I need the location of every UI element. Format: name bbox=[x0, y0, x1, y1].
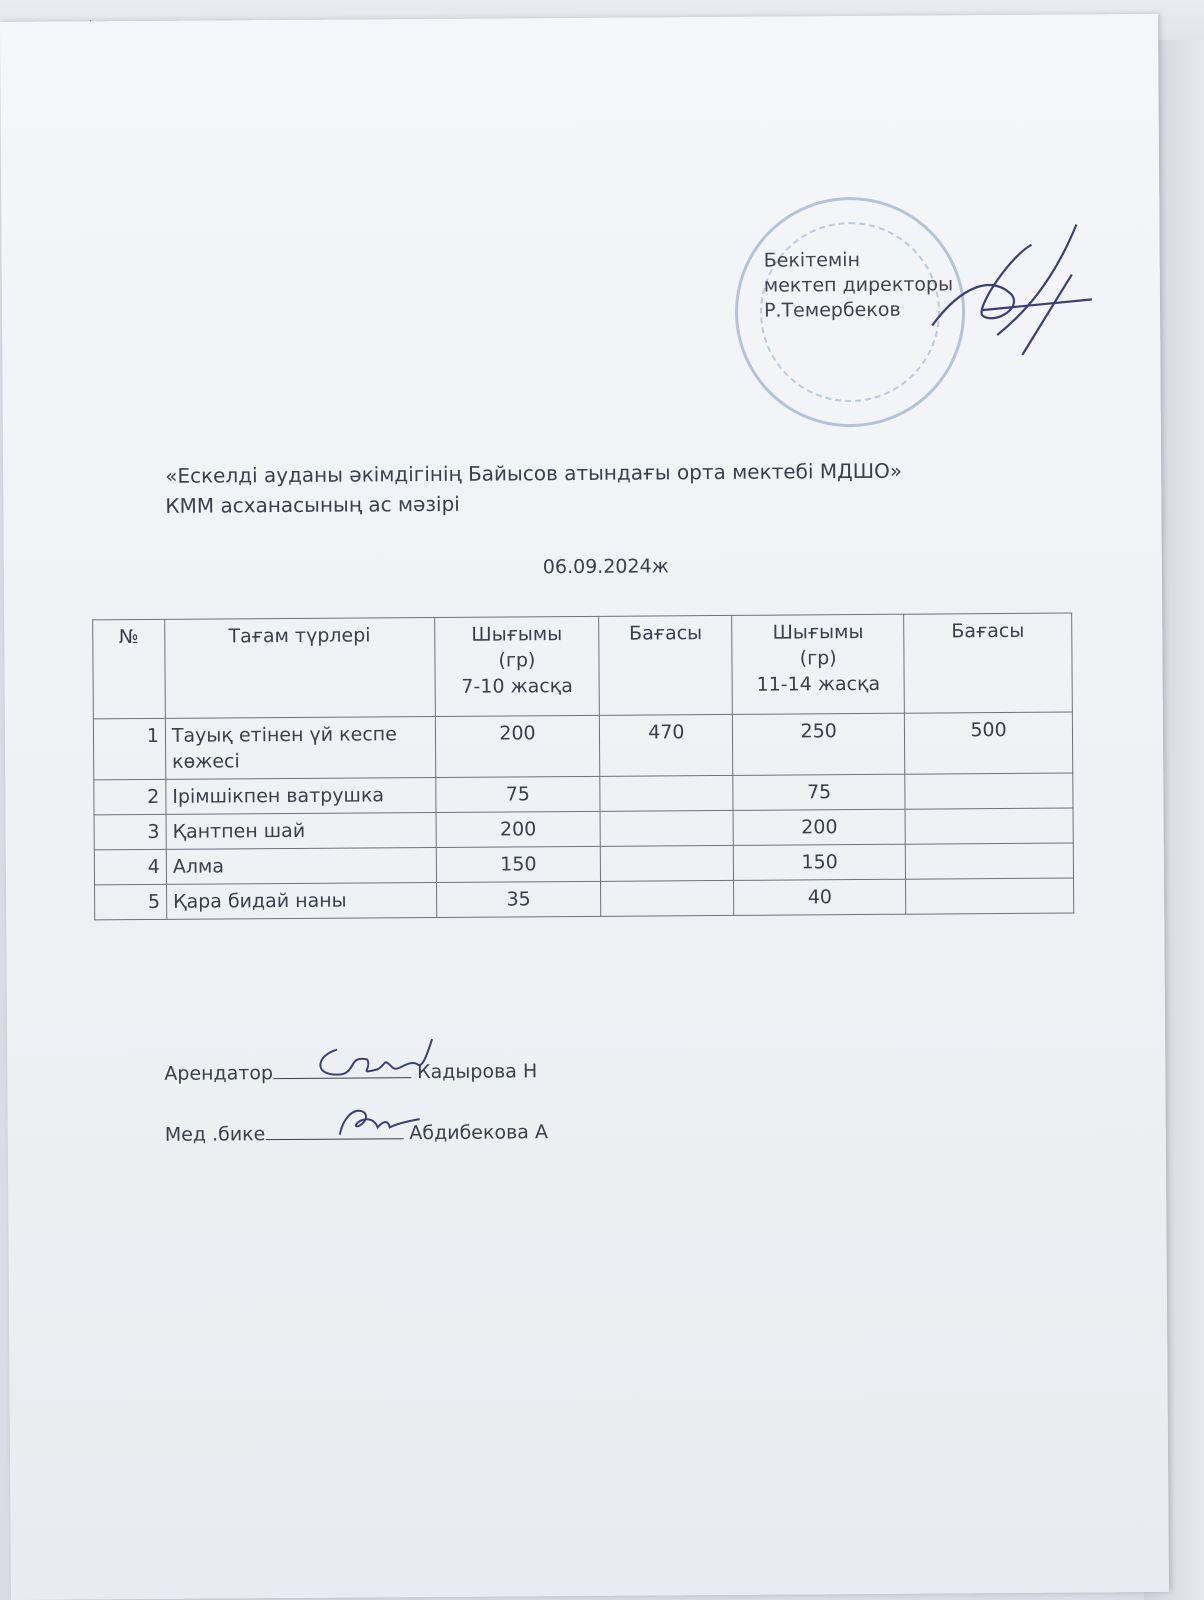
row-number: 5 bbox=[95, 884, 167, 920]
column-header bbox=[732, 614, 905, 714]
dish-name: Тауық етінен үй кеспе көжесі bbox=[165, 716, 435, 779]
portion-7-10: 150 bbox=[436, 846, 601, 882]
column-header-line: 7-10 жасқа bbox=[461, 675, 573, 698]
column-header: Бағасы bbox=[599, 615, 733, 715]
approval-line-2: мектеп директоры bbox=[763, 273, 954, 297]
price-7-10 bbox=[600, 775, 733, 811]
nurse-signature bbox=[328, 1099, 428, 1145]
portion-11-14: 250 bbox=[733, 713, 905, 775]
nurse-label: Мед .бике bbox=[164, 1123, 266, 1146]
row-number: 4 bbox=[94, 849, 166, 885]
price-11-14 bbox=[905, 843, 1073, 879]
dish-name: Қара бидай наны bbox=[166, 882, 436, 919]
portion-7-10: 200 bbox=[436, 811, 601, 847]
table-row bbox=[95, 878, 1074, 920]
dish-name: Алма bbox=[166, 847, 436, 884]
column-header-line: 11-14 жасқа bbox=[756, 672, 881, 696]
column-header-line: (гр) bbox=[498, 649, 536, 672]
row-number: 1 bbox=[93, 718, 165, 780]
price-7-10: 470 bbox=[600, 714, 733, 776]
approval-line-3: Р.Темербеков bbox=[763, 298, 901, 322]
portion-11-14: 40 bbox=[734, 879, 906, 915]
nurse-name: Абдибекова А bbox=[409, 1121, 549, 1145]
price-11-14 bbox=[905, 808, 1073, 844]
menu-date: 06.09.2024ж bbox=[542, 555, 669, 579]
table-header-row bbox=[93, 613, 1073, 719]
portion-7-10: 35 bbox=[436, 881, 601, 917]
price-7-10 bbox=[601, 845, 734, 881]
title-line-2: КММ асханасының ас мәзірі bbox=[165, 491, 460, 518]
menu-table bbox=[92, 613, 1074, 921]
price-11-14 bbox=[905, 773, 1073, 809]
row-number: 3 bbox=[94, 814, 166, 850]
column-header: № bbox=[93, 619, 166, 718]
row-number: 2 bbox=[94, 779, 166, 815]
portion-7-10: 200 bbox=[435, 715, 600, 777]
column-header: Тағам түрлері bbox=[165, 617, 435, 718]
document-title bbox=[165, 455, 985, 521]
dish-name: Ірімшікпен ватрушка bbox=[166, 777, 436, 814]
column-header bbox=[434, 616, 600, 716]
approval-line-1: Бекітемін bbox=[763, 249, 861, 272]
menu-document bbox=[0, 14, 1169, 1600]
price-7-10 bbox=[600, 810, 733, 846]
portion-11-14: 75 bbox=[733, 774, 905, 810]
dish-name: Қантпен шай bbox=[166, 812, 436, 849]
price-11-14: 500 bbox=[905, 712, 1073, 774]
column-header: Бағасы bbox=[904, 613, 1073, 713]
column-header-line: Шығымы bbox=[772, 620, 864, 644]
price-11-14 bbox=[906, 878, 1074, 914]
title-line-1: «Ескелді ауданы әкімдігінің Байысов атындағы орта мектебі МДШО» bbox=[165, 458, 903, 488]
tenant-label: Арендатор bbox=[164, 1062, 274, 1085]
price-7-10 bbox=[601, 880, 734, 916]
tenant-name: Кадырова Н bbox=[417, 1060, 538, 1084]
portion-11-14: 200 bbox=[733, 809, 905, 845]
column-header-line: (гр) bbox=[799, 647, 837, 670]
portion-7-10: 75 bbox=[435, 776, 600, 812]
portion-11-14: 150 bbox=[734, 844, 906, 880]
table-row bbox=[93, 712, 1072, 780]
tenant-signature bbox=[297, 1029, 447, 1090]
column-header-line: Шығымы bbox=[471, 623, 563, 646]
director-signature bbox=[921, 214, 1112, 375]
